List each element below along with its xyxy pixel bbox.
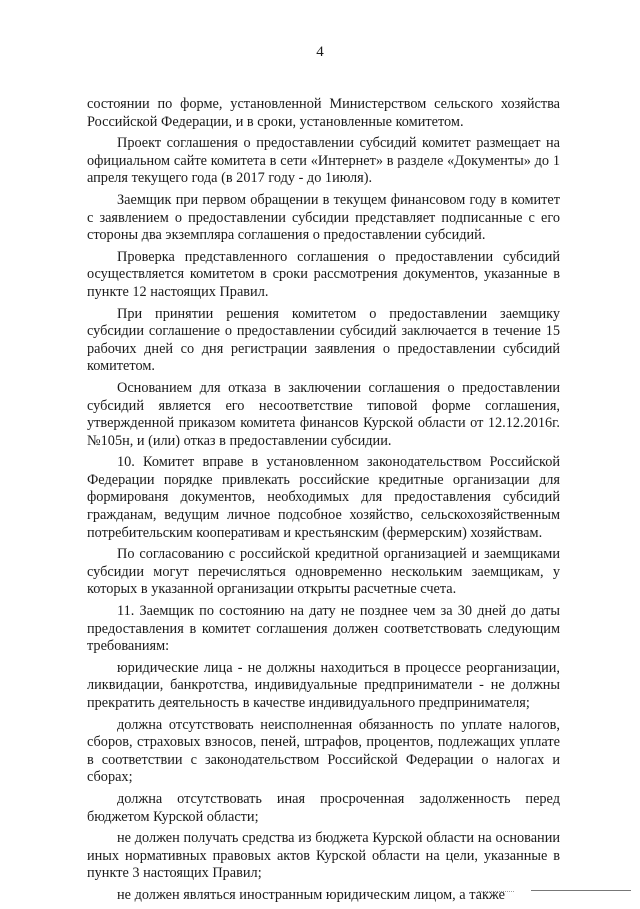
footer-divider (531, 890, 631, 891)
paragraph-requirement-other-funds: не должен получать средства из бюджета Курской области на основании иных нормативных правовых актов Курской области на цели, указанные в пункте 3 настоящих Правил; (87, 830, 560, 882)
paragraph-requirement-taxes: должна отсутствовать неисполненная обязанность по уплате налогов, сборов, страховых взносов, пеней, штрафов, процентов, подлежащих уплате в соответствии с законодательством Российской Федерации о налогах и сборах; (87, 716, 560, 786)
paragraph-item-11: 11. Заемщик по состоянию на дату не позднее чем за 30 дней до даты предоставления в комитет соглашения должен соответствовать следующим требованиям: (87, 603, 560, 655)
paragraph-agreement-conclusion: При принятии решения комитетом о предоставлении заемщику субсидии соглашение о предоставлении субсидий заключается в течение 15 рабочих дней со дня регистрации заявления о предоставлении субсидий комитетом. (87, 305, 560, 375)
page-number: 4 (316, 44, 324, 60)
paragraph-borrower-application: Заемщик при первом обращении в текущем финансовом году в комитет с заявлением о предоставлении субсидии представляет подписанные с его стороны два экземпляра соглашения о предоставлении субсидий. (87, 191, 560, 244)
paragraph-item-10: 10. Комитет вправе в установленном законодательством Российской Федерации порядке привлекать российские кредитные организации для формированя документов, необходимых для предоставления субсидий гражданам, ведущим личное подсобное хозяйство, сельскохозяйственным потребительским кооперативам и крестьянским (фермерским) хозяйствам. (87, 454, 560, 541)
paragraph-agreement-check: Проверка представленного соглашения о предоставлении субсидий осуществляется комитетом в сроки рассмотрения документов, указанные в пункте 12 настоящих Правил. (87, 248, 560, 300)
paragraph-continuation: состоянии по форме, установленной Министерством сельского хозяйства Российской Федерации, и в сроки, установленные комитетом. (87, 96, 560, 130)
footer-divider-short (478, 891, 514, 892)
paragraph-requirement-debt: должна отсутствовать иная просроченная задолженность перед бюджетом Курской области; (87, 790, 560, 825)
paragraph-requirement-foreign: не должен являться иностранным юридическим лицом, а также (117, 886, 505, 903)
paragraph-transfer-agreement: По согласованию с российской кредитной организацией и заемщиками субсидии могут перечисляться одновременно нескольким заемщикам, у которых в указанной организации открыты расчетные счета. (87, 546, 560, 598)
paragraph-requirement-reorganization: юридические лица - не должны находиться в процессе реорганизации, ликвидации, банкротства, индивидуальные предприниматели - не должны прекратить деятельность в качестве индивидуального предпринимателя; (87, 659, 560, 711)
document-body (87, 96, 560, 909)
paragraph-draft-publication: Проект соглашения о предоставлении субсидий комитет размещает на официальном сайте комитета в сети «Интернет» в разделе «Документы» до 1 апреля текущего года (в 2017 году - до 1июля). (87, 135, 560, 187)
paragraph-refusal-grounds: Основанием для отказа в заключении соглашения о предоставлении субсидий является его несоответствие типовой форме соглашения, утвержденной приказом комитета финансов Курской области от 12.12.2016г. №105н, и (или) отказ в предоставлении субсидии. (87, 379, 560, 449)
